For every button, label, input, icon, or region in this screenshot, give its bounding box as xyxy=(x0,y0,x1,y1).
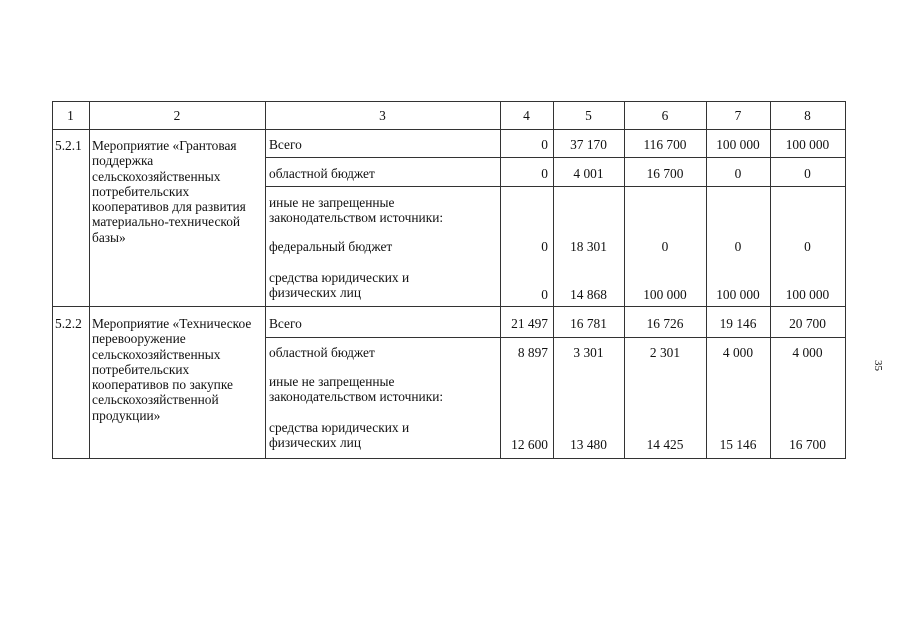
col-border xyxy=(706,101,707,459)
header-separator xyxy=(52,129,846,130)
header-cell: 4 xyxy=(523,108,530,123)
col-border xyxy=(624,101,625,459)
value-cell: 18 301 xyxy=(570,239,607,254)
value-cell: 0 xyxy=(734,166,742,181)
value-cell: 3 301 xyxy=(573,345,604,360)
row-label: Всего xyxy=(269,316,302,331)
value-cell: 0 xyxy=(541,239,548,254)
row-label: областной бюджет xyxy=(269,166,375,181)
header-cell: 1 xyxy=(67,108,74,123)
item-number: 5.2.1 xyxy=(55,138,82,153)
value-cell: 0 xyxy=(541,166,548,181)
row-separator xyxy=(265,337,846,338)
col-border xyxy=(265,101,266,459)
header-cell: 2 xyxy=(173,108,181,123)
value-cell: 12 600 xyxy=(511,437,548,452)
value-cell: 37 170 xyxy=(570,137,607,152)
value-cell: 0 xyxy=(661,239,669,254)
value-cell: 4 000 xyxy=(792,345,823,360)
value-cell: 100 000 xyxy=(785,287,830,302)
value-cell: 2 301 xyxy=(649,345,681,360)
value-cell: 116 700 xyxy=(643,137,687,152)
item-title: Мероприятие «Грантовая поддержка сельскохозяйственных потребительских кооперативов для развития материально-технической базы» xyxy=(92,138,246,245)
col-border xyxy=(770,101,771,459)
header-cell: 5 xyxy=(585,108,592,123)
value-cell: 16 700 xyxy=(789,437,826,452)
value-cell: 19 146 xyxy=(719,316,757,331)
row-label: средства юридических и физических лиц xyxy=(269,270,410,301)
budget-table xyxy=(52,101,846,459)
value-cell: 0 xyxy=(541,287,548,302)
value-cell: 100 000 xyxy=(785,137,830,152)
row-label: областной бюджет xyxy=(269,345,375,360)
col-border xyxy=(553,101,554,459)
row-label: средства юридических и физических лиц xyxy=(269,420,410,451)
header-cell: 8 xyxy=(804,108,811,123)
header-cell: 3 xyxy=(379,108,386,123)
value-cell: 100 000 xyxy=(716,287,760,302)
value-cell: 0 xyxy=(804,166,811,181)
value-cell: 100 000 xyxy=(643,287,687,302)
item-number: 5.2.2 xyxy=(55,316,82,331)
row-label: иные не запрещенные законодательством источники: xyxy=(269,195,444,226)
col-border xyxy=(845,101,846,459)
table-border-top xyxy=(52,101,846,102)
value-cell: 4 000 xyxy=(722,345,754,360)
row-label: федеральный бюджет xyxy=(269,239,393,254)
page-number: 35 xyxy=(872,360,884,371)
value-cell: 20 700 xyxy=(789,316,826,331)
value-cell: 8 897 xyxy=(517,345,548,360)
row-label: иные не запрещенные законодательством источники: xyxy=(269,374,444,405)
value-cell: 0 xyxy=(734,239,742,254)
value-cell: 21 497 xyxy=(511,316,548,331)
row-separator xyxy=(265,186,846,187)
value-cell: 0 xyxy=(804,239,811,254)
value-cell: 16 700 xyxy=(646,166,684,181)
col-border xyxy=(52,101,53,459)
col-border xyxy=(89,101,90,459)
value-cell: 14 425 xyxy=(646,437,684,452)
header-cell: 7 xyxy=(734,108,742,123)
value-cell: 15 146 xyxy=(719,437,757,452)
value-cell: 16 726 xyxy=(646,316,684,331)
table-border-bottom xyxy=(52,458,846,459)
value-cell: 4 001 xyxy=(573,166,604,181)
value-cell: 100 000 xyxy=(716,137,760,152)
col-border xyxy=(500,101,501,459)
value-cell: 13 480 xyxy=(570,437,607,452)
value-cell: 16 781 xyxy=(570,316,607,331)
row-label: Всего xyxy=(269,137,302,152)
row-separator xyxy=(265,157,846,158)
value-cell: 14 868 xyxy=(570,287,607,302)
item-title: Мероприятие «Техническое перевооружение сельскохозяйственных потребительских кооперативов по закупке сельскохозяйственной продукции» xyxy=(92,316,252,423)
header-cell: 6 xyxy=(661,108,669,123)
value-cell: 0 xyxy=(541,137,548,152)
group-separator xyxy=(52,306,846,307)
